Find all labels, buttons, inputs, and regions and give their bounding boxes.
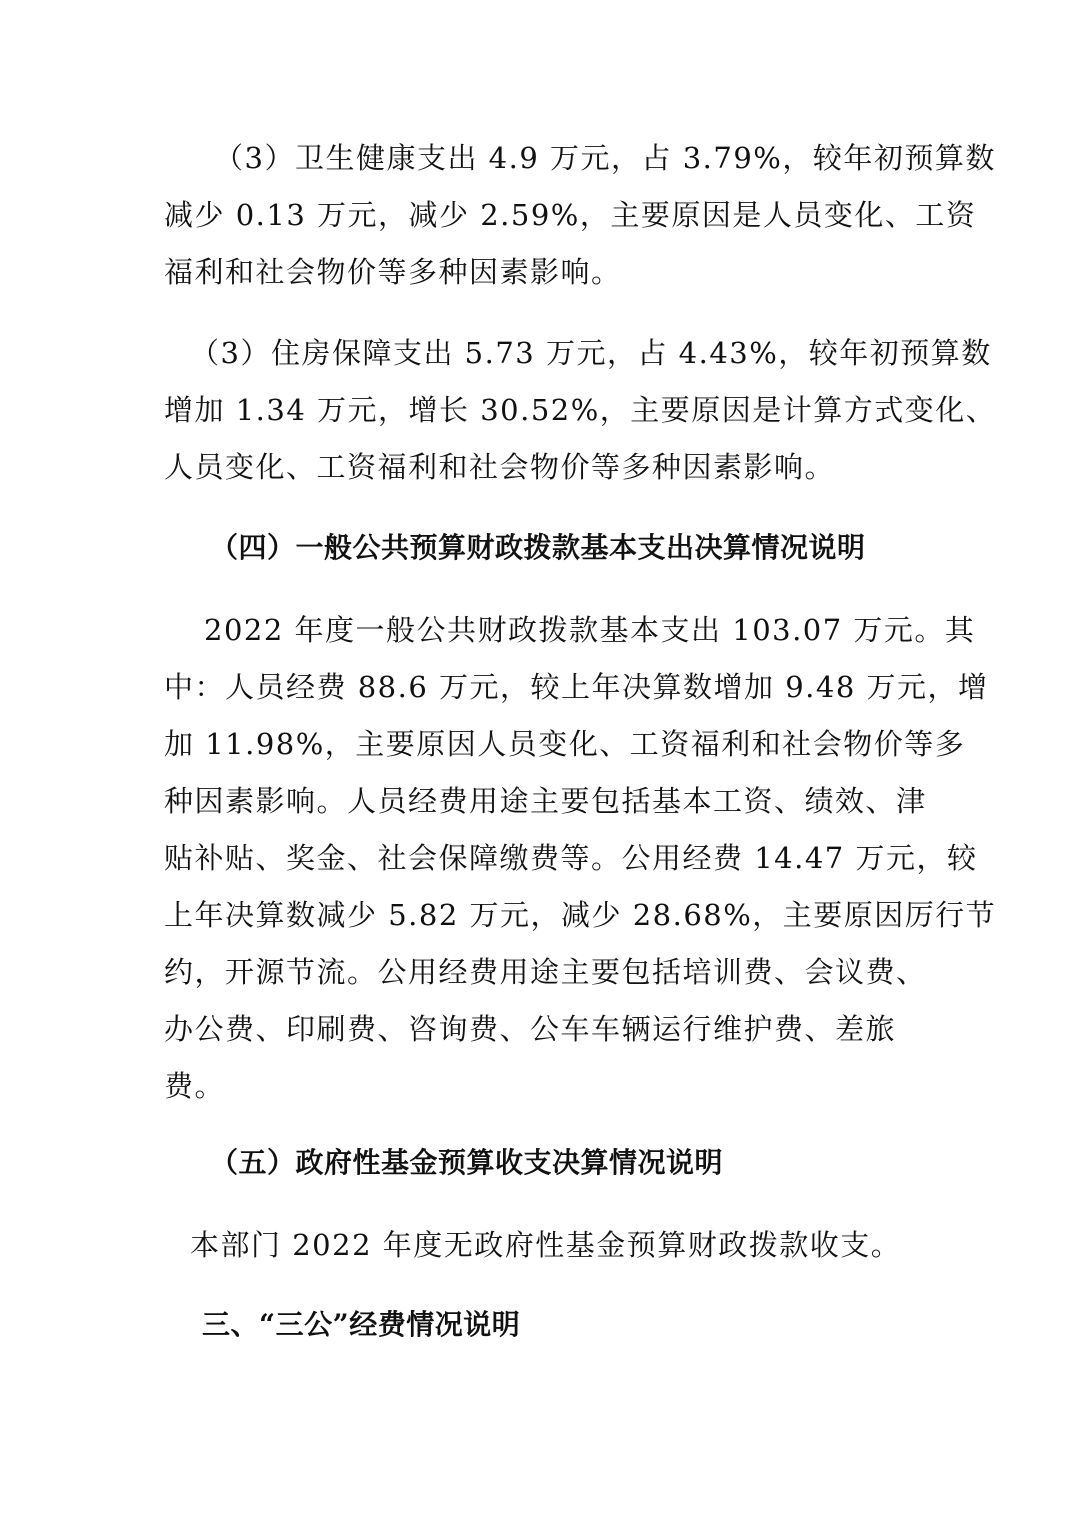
para-basic-line-3: 加 11.98%，主要原因人员变化、工资福利和社会物价等多	[164, 727, 966, 761]
para-basic-line-4: 种因素影响。人员经费用途主要包括基本工资、绩效、津	[164, 784, 927, 818]
para-basic-line-7: 约，开源节流。公用经费用途主要包括培训费、会议费、	[164, 955, 927, 989]
para-housing-line-1: （3）住房保障支出 5.73 万元，占 4.43%，较年初预算数	[190, 336, 992, 370]
para-fund: 本部门 2022 年度无政府性基金预算财政拨款收支。	[190, 1228, 902, 1262]
para-basic-line-5: 贴补贴、奖金、社会保障缴费等。公用经费 14.47 万元，较	[164, 841, 978, 875]
para-basic-line-8: 办公费、印刷费、咨询费、公车车辆运行维护费、差旅	[164, 1012, 897, 1046]
para-housing-line-3: 人员变化、工资福利和社会物价等多种因素影响。	[164, 450, 836, 484]
para-health-line-3: 福利和社会物价等多种因素影响。	[164, 255, 622, 289]
para-basic-line-1: 2022 年度一般公共财政拨款基本支出 103.07 万元。其	[204, 613, 976, 647]
para-health-line-2: 减少 0.13 万元，减少 2.59%，主要原因是人员变化、工资	[164, 198, 977, 232]
para-basic-line-6: 上年决算数减少 5.82 万元，减少 28.68%，主要原因厉行节	[164, 898, 997, 932]
section-heading-4: （四）一般公共预算财政拨款基本支出决算情况说明	[210, 531, 866, 564]
para-basic-line-2: 中：人员经费 88.6 万元，较上年决算数增加 9.48 万元，增	[164, 670, 989, 704]
para-health-line-1: （3）卫生健康支出 4.9 万元，占 3.79%，较年初预算数	[214, 141, 996, 175]
para-housing-line-2: 增加 1.34 万元，增长 30.52%，主要原因是计算方式变化、	[164, 393, 997, 427]
para-basic-line-9: 费。	[164, 1069, 226, 1103]
section-heading-5: （五）政府性基金预算收支决算情况说明	[210, 1146, 724, 1179]
part-heading-3: 三、“三公”经费情况说明	[202, 1308, 521, 1341]
